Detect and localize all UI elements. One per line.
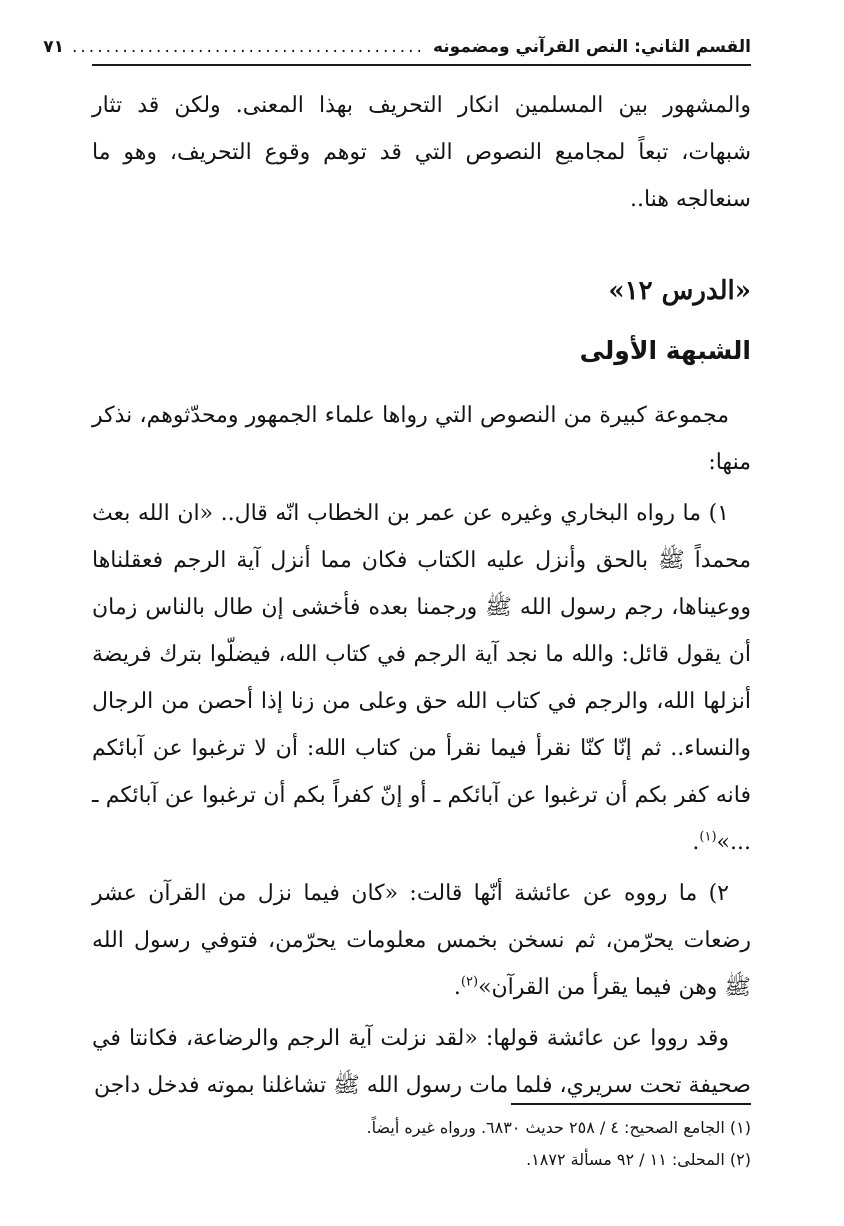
paragraph-intro: مجموعة كبيرة من النصوص التي رواها علماء الجمهور ومحدّثوهم، نذكر منها: — [92, 403, 751, 475]
paragraph-narration-1: ١) ما رواه البخاري وغيره عن عمر بن الخطاب انّه قال.. «ان الله بعث محمداً ﷺ بالحق وأنزل عليه الكتاب فكان مما أنزل آية الرجم فعقلناها ووعيناها، رجم رسول الله ﷺ ورجمنا بعده فأخشى إن طال بالناس زمان أن يقول قائل: والله ما نجد آية الرجم في كتاب الله، فيضلّوا بترك فريضة أنزلها الله، والرجم في كتاب الله حق وعلى من زنا إذا أحصن من الرجال والنساء.. ثم إنّا كنّا نقرأ فيما نقرأ من كتاب الله: أن لا ترغبوا عن آبائكم فانه كفر بكم أن ترغبوا عن آبائكم ـ أو إنّ كفراً بكم أن ترغبوا عن آبائكم ـ ...»$^{(١)}$. — [92, 501, 751, 855]
lesson-title: «الدرس ١٢» — [608, 276, 751, 306]
narration-1-text: ١) ما رواه البخاري وغيره عن عمر بن الخطاب انّه قال.. «ان الله بعث محمداً ﷺ بالحق وأنزل عليه الكتاب فكان مما أنزل آية الرجم فعقلناها ووعيناها، رجم رسول الله ﷺ ورجمنا بعده فأخشى إن طال بالناس زمان أن يقول قائل: والله ما نجد آية الرجم في كتاب الله، فيضلّوا بترك فريضة أنزلها الله، والرجم في كتاب الله حق وعلى من زنا إذا أحصن من الرجال والنساء.. ثم إنّا كنّا نقرأ فيما نقرأ من كتاب الله: أن لا ترغبوا عن آبائكم فانه كفر بكم أن ترغبوا عن آبائكم ـ أو إنّ كفراً بكم أن ترغبوا عن آبائكم ـ ...» — [92, 501, 751, 855]
paragraph-narration-2: ٢) ما رووه عن عائشة أنّها قالت: «كان فيما نزل من القرآن عشر رضعات يحرّمن، ثم نسخن بخمس معلومات يحرّمن، فتوفي رسول الله ﷺ وهن فيما يقرأ من القرآن»$^{(٢)}$. — [92, 881, 751, 1000]
running-header — [43, 30, 751, 66]
header-title: القسم الثاني: النص القرآني ومضمونه — [432, 37, 751, 57]
page-number: ٧١ — [43, 37, 64, 57]
footnote-ref-2[interactable]: (٢) — [460, 974, 479, 990]
narration-2-text: ٢) ما رووه عن عائشة أنّها قالت: «كان فيما نزل من القرآن عشر رضعات يحرّمن، ثم نسخن بخمس معلومات يحرّمن، فتوفي رسول الله ﷺ وهن فيما يقرأ من القرآن» — [92, 881, 751, 1000]
main-text — [92, 392, 751, 1109]
intro-block — [92, 82, 751, 223]
footnote-2: (٢) المحلى: ١١ / ٩٢ مسألة ١٨٧٢. — [526, 1150, 751, 1169]
footnotes — [160, 1112, 751, 1176]
paragraph-narration-3: وقد رووا عن عائشة قولها: «لقد نزلت آية الرجم والرضاعة، فكانتا في صحيفة تحت سريري، فلما مات رسول الله ﷺ تشاغلنا بموته فدخل داجن — [92, 1026, 751, 1098]
intro-paragraph: والمشهور بين المسلمين انكار التحريف بهذا المعنى. ولكن قد تثار شبهات، تبعاً لمجاميع النصوص التي قد توهم وقوع التحريف، وهو ما سنعالجه هنا.. — [92, 93, 751, 212]
section-heading: الشبهة الأولى — [579, 336, 751, 365]
footnote-separator — [511, 1103, 751, 1105]
footnote-1: (١) الجامع الصحيح: ٤ / ٢٥٨ حديث ٦٨٣٠. ورواه غيره أيضاً. — [366, 1118, 751, 1137]
footnote-ref-1[interactable]: (١) — [699, 829, 717, 845]
header-leader-dots: .......................................... — [72, 37, 425, 57]
